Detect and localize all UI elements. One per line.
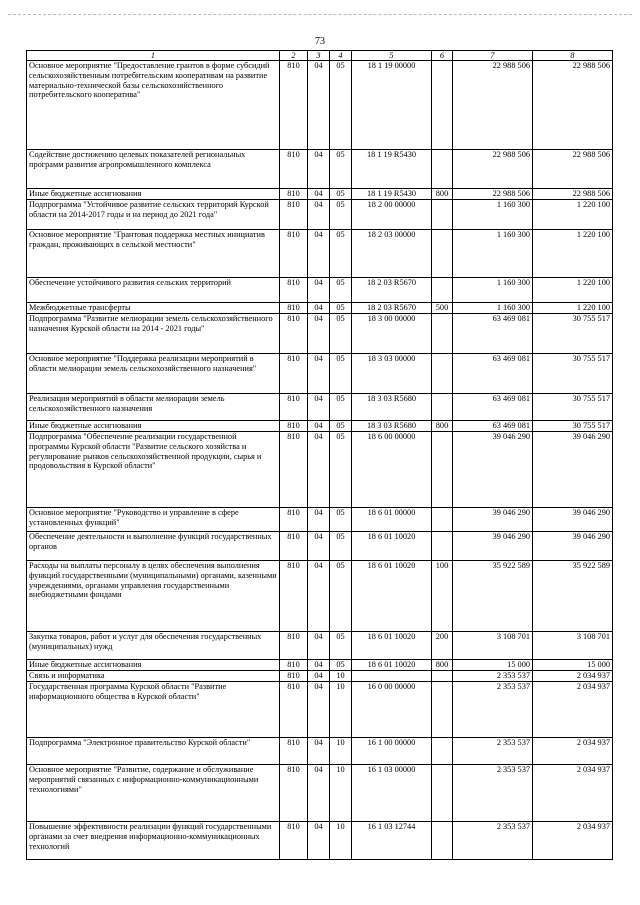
cell-amount-year1: 2 353 537: [453, 671, 533, 682]
cell-expense-type: [432, 150, 453, 189]
cell-section: 04: [308, 822, 330, 860]
cell-section: 04: [308, 738, 330, 765]
cell-expense-type: [432, 278, 453, 303]
page-number: 73: [315, 36, 325, 47]
cell-amount-year2: 30 755 517: [533, 394, 613, 421]
cell-amount-year2: 2 034 937: [533, 682, 613, 738]
cell-code: 810: [280, 822, 308, 860]
cell-subsection: 10: [330, 671, 352, 682]
table-row: [27, 671, 613, 682]
cell-target-article: [352, 671, 432, 682]
cell-code: 810: [280, 314, 308, 354]
table-row: [27, 682, 613, 738]
cell-expense-type: [432, 822, 453, 860]
cell-amount-year2: 39 046 290: [533, 508, 613, 532]
cell-amount-year1: 3 108 701: [453, 632, 533, 660]
cell-section: 04: [308, 303, 330, 314]
row-name: Основное мероприятие "Предоставление грантов в форме субсидий сельскохозяйственным потребительским кооперативам на развитие материально-технической базы сельскохозяйственного потребительского кооператива": [27, 61, 280, 150]
scan-top-edge: [8, 14, 632, 15]
row-name: Реализация мероприятий в области мелиорации земель сельскохозяйственного назначения: [27, 394, 280, 421]
cell-amount-year1: 22 988 506: [453, 150, 533, 189]
cell-amount-year1: 22 988 506: [453, 61, 533, 150]
table-row: [27, 303, 613, 314]
cell-amount-year1: 22 988 506: [453, 189, 533, 200]
cell-subsection: 05: [330, 200, 352, 230]
cell-target-article: 16 1 03 00000: [352, 765, 432, 822]
table-row: [27, 660, 613, 671]
cell-section: 04: [308, 150, 330, 189]
table-row: [27, 432, 613, 508]
table-row: [27, 532, 613, 561]
col-header: 3: [308, 51, 330, 61]
cell-amount-year1: 63 469 081: [453, 354, 533, 394]
cell-amount-year2: 30 755 517: [533, 421, 613, 432]
row-name: Основное мероприятие "Грантовая поддержка местных инициатив граждан, проживающих в сельской местности": [27, 230, 280, 278]
cell-target-article: 18 2 00 00000: [352, 200, 432, 230]
cell-target-article: 18 1 19 R5430: [352, 150, 432, 189]
cell-amount-year2: 35 922 589: [533, 561, 613, 632]
cell-amount-year1: 1 160 300: [453, 278, 533, 303]
table-row: [27, 278, 613, 303]
table-row: [27, 61, 613, 150]
cell-section: 04: [308, 200, 330, 230]
table-row: [27, 314, 613, 354]
row-name: Подпрограмма "Устойчивое развитие сельских территорий Курской области на 2014-2017 годы и на период до 2021 года": [27, 200, 280, 230]
cell-section: 04: [308, 682, 330, 738]
cell-expense-type: [432, 394, 453, 421]
cell-subsection: 10: [330, 822, 352, 860]
cell-section: 04: [308, 508, 330, 532]
cell-code: 810: [280, 660, 308, 671]
cell-target-article: 16 1 00 00000: [352, 738, 432, 765]
cell-expense-type: [432, 200, 453, 230]
cell-code: 810: [280, 200, 308, 230]
cell-amount-year2: 22 988 506: [533, 150, 613, 189]
row-name: Расходы на выплаты персоналу в целях обеспечения выполнения функций государственными (муниципальными) органами, казенными учреждениями, органами управления государственными внебюджетными фондами: [27, 561, 280, 632]
col-header: 1: [27, 51, 280, 61]
cell-code: 810: [280, 189, 308, 200]
cell-expense-type: [432, 314, 453, 354]
cell-code: 810: [280, 354, 308, 394]
cell-subsection: 05: [330, 421, 352, 432]
cell-expense-type: [432, 532, 453, 561]
cell-subsection: 05: [330, 394, 352, 421]
cell-amount-year1: 39 046 290: [453, 532, 533, 561]
cell-section: 04: [308, 230, 330, 278]
row-name: Повышение эффективности реализации функций государственными органами за счет внедрения информационно-коммуникационных технологий: [27, 822, 280, 860]
cell-target-article: 18 3 03 R5680: [352, 421, 432, 432]
cell-subsection: 05: [330, 432, 352, 508]
table-row: [27, 230, 613, 278]
cell-section: 04: [308, 632, 330, 660]
cell-expense-type: [432, 671, 453, 682]
table-row: [27, 354, 613, 394]
cell-section: 04: [308, 765, 330, 822]
cell-amount-year2: 1 220 100: [533, 278, 613, 303]
cell-code: 810: [280, 421, 308, 432]
row-name: Межбюджетные трансферты: [27, 303, 280, 314]
col-header: 6: [432, 51, 453, 61]
cell-amount-year1: 1 160 300: [453, 200, 533, 230]
col-header: 2: [280, 51, 308, 61]
cell-target-article: 18 3 03 00000: [352, 354, 432, 394]
table-header-row: [27, 51, 613, 61]
cell-amount-year2: 39 046 290: [533, 532, 613, 561]
cell-target-article: 16 1 03 12744: [352, 822, 432, 860]
cell-subsection: 10: [330, 738, 352, 765]
cell-code: 810: [280, 671, 308, 682]
cell-section: 04: [308, 671, 330, 682]
cell-target-article: 18 6 01 00000: [352, 508, 432, 532]
cell-expense-type: 800: [432, 660, 453, 671]
cell-target-article: 18 6 01 10020: [352, 660, 432, 671]
cell-code: 810: [280, 303, 308, 314]
cell-code: 810: [280, 230, 308, 278]
row-name: Основное мероприятие "Поддержка реализации мероприятий в области мелиорации земель сельскохозяйственного назначения": [27, 354, 280, 394]
cell-subsection: 05: [330, 354, 352, 394]
cell-section: 04: [308, 561, 330, 632]
table-row: [27, 394, 613, 421]
cell-target-article: 18 1 19 00000: [352, 61, 432, 150]
row-name: Подпрограмма "Электронное правительство Курской области": [27, 738, 280, 765]
cell-amount-year1: 63 469 081: [453, 314, 533, 354]
table-row: [27, 200, 613, 230]
cell-target-article: 18 2 03 R5670: [352, 278, 432, 303]
cell-amount-year1: 1 160 300: [453, 230, 533, 278]
cell-target-article: 18 2 03 R5670: [352, 303, 432, 314]
cell-subsection: 05: [330, 230, 352, 278]
cell-expense-type: 800: [432, 189, 453, 200]
cell-expense-type: [432, 61, 453, 150]
cell-amount-year2: 2 034 937: [533, 822, 613, 860]
cell-amount-year2: 1 220 100: [533, 303, 613, 314]
cell-code: 810: [280, 150, 308, 189]
cell-section: 04: [308, 354, 330, 394]
cell-amount-year1: 63 469 081: [453, 421, 533, 432]
cell-target-article: 18 6 01 10020: [352, 561, 432, 632]
cell-expense-type: [432, 432, 453, 508]
cell-subsection: 05: [330, 278, 352, 303]
row-name: Иные бюджетные ассигнования: [27, 660, 280, 671]
cell-target-article: 18 3 00 00000: [352, 314, 432, 354]
table-row: [27, 632, 613, 660]
cell-expense-type: [432, 354, 453, 394]
cell-code: 810: [280, 765, 308, 822]
cell-section: 04: [308, 61, 330, 150]
cell-amount-year2: 2 034 937: [533, 738, 613, 765]
cell-expense-type: 800: [432, 421, 453, 432]
cell-target-article: 18 6 01 10020: [352, 532, 432, 561]
cell-target-article: 18 2 03 00000: [352, 230, 432, 278]
cell-target-article: 18 6 00 00000: [352, 432, 432, 508]
cell-amount-year2: 30 755 517: [533, 314, 613, 354]
cell-amount-year2: 1 220 100: [533, 230, 613, 278]
table-row: [27, 765, 613, 822]
cell-code: 810: [280, 508, 308, 532]
cell-code: 810: [280, 61, 308, 150]
cell-amount-year2: 30 755 517: [533, 354, 613, 394]
row-name: Закупка товаров, работ и услуг для обеспечения государственных (муниципальных) нужд: [27, 632, 280, 660]
cell-amount-year2: 22 988 506: [533, 61, 613, 150]
budget-table: [26, 50, 613, 860]
col-header: 8: [533, 51, 613, 61]
cell-section: 04: [308, 394, 330, 421]
row-name: Иные бюджетные ассигнования: [27, 421, 280, 432]
cell-subsection: 05: [330, 61, 352, 150]
cell-expense-type: [432, 682, 453, 738]
cell-subsection: 05: [330, 632, 352, 660]
row-name: Содействие достижению целевых показателей региональных программ развития агропромышленного комплекса: [27, 150, 280, 189]
cell-amount-year1: 39 046 290: [453, 508, 533, 532]
cell-subsection: 10: [330, 765, 352, 822]
cell-target-article: 18 6 01 10020: [352, 632, 432, 660]
cell-section: 04: [308, 432, 330, 508]
cell-amount-year2: 2 034 937: [533, 765, 613, 822]
cell-expense-type: [432, 765, 453, 822]
cell-amount-year1: 63 469 081: [453, 394, 533, 421]
cell-expense-type: 100: [432, 561, 453, 632]
cell-code: 810: [280, 561, 308, 632]
cell-amount-year1: 35 922 589: [453, 561, 533, 632]
table-row: [27, 150, 613, 189]
cell-section: 04: [308, 421, 330, 432]
row-name: Подпрограмма "Обеспечение реализации государственной программы Курской области "Развитие сельского хозяйства и регулирование рынков сельскохозяйственной продукции, сырья и продовольствия в Курской области": [27, 432, 280, 508]
cell-amount-year2: 15 000: [533, 660, 613, 671]
cell-subsection: 05: [330, 189, 352, 200]
cell-amount-year1: 2 353 537: [453, 822, 533, 860]
cell-expense-type: 200: [432, 632, 453, 660]
cell-section: 04: [308, 660, 330, 671]
cell-code: 810: [280, 532, 308, 561]
row-name: Обеспечение деятельности и выполнение функций государственных органов: [27, 532, 280, 561]
cell-target-article: 16 0 00 00000: [352, 682, 432, 738]
cell-code: 810: [280, 632, 308, 660]
cell-amount-year2: 3 108 701: [533, 632, 613, 660]
cell-subsection: 05: [330, 314, 352, 354]
cell-section: 04: [308, 189, 330, 200]
col-header: 7: [453, 51, 533, 61]
table-row: [27, 822, 613, 860]
row-name: Основное мероприятие "Развитие, содержание и обслуживание мероприятий связанных с информационно-коммуникационными технологиями": [27, 765, 280, 822]
cell-amount-year2: 39 046 290: [533, 432, 613, 508]
cell-amount-year2: 1 220 100: [533, 200, 613, 230]
cell-subsection: 10: [330, 682, 352, 738]
cell-code: 810: [280, 432, 308, 508]
cell-code: 810: [280, 394, 308, 421]
cell-expense-type: 500: [432, 303, 453, 314]
row-name: Основное мероприятие "Руководство и управление в сфере установленных функций": [27, 508, 280, 532]
row-name: Обеспечение устойчивого развития сельских территорий: [27, 278, 280, 303]
cell-subsection: 05: [330, 508, 352, 532]
cell-subsection: 05: [330, 532, 352, 561]
table-row: [27, 508, 613, 532]
table-row: [27, 421, 613, 432]
cell-section: 04: [308, 314, 330, 354]
table-row: [27, 189, 613, 200]
row-name: Иные бюджетные ассигнования: [27, 189, 280, 200]
cell-subsection: 05: [330, 561, 352, 632]
col-header: 5: [352, 51, 432, 61]
cell-section: 04: [308, 532, 330, 561]
cell-target-article: 18 1 19 R5430: [352, 189, 432, 200]
row-name: Связь и информатика: [27, 671, 280, 682]
table-row: [27, 561, 613, 632]
cell-amount-year1: 2 353 537: [453, 765, 533, 822]
cell-subsection: 05: [330, 660, 352, 671]
cell-amount-year1: 1 160 300: [453, 303, 533, 314]
cell-amount-year2: 22 988 506: [533, 189, 613, 200]
cell-target-article: 18 3 03 R5680: [352, 394, 432, 421]
cell-code: 810: [280, 682, 308, 738]
cell-amount-year1: 2 353 537: [453, 738, 533, 765]
cell-code: 810: [280, 738, 308, 765]
cell-amount-year2: 2 034 937: [533, 671, 613, 682]
row-name: Государственная программа Курской области "Развитие информационного общества в Курской области": [27, 682, 280, 738]
cell-expense-type: [432, 508, 453, 532]
table-row: [27, 738, 613, 765]
cell-amount-year1: 2 353 537: [453, 682, 533, 738]
cell-amount-year1: 15 000: [453, 660, 533, 671]
col-header: 4: [330, 51, 352, 61]
row-name: Подпрограмма "Развитие мелиорации земель сельскохозяйственного назначения Курской области на 2014 - 2021 годы": [27, 314, 280, 354]
cell-section: 04: [308, 278, 330, 303]
cell-code: 810: [280, 278, 308, 303]
cell-subsection: 05: [330, 303, 352, 314]
cell-expense-type: [432, 230, 453, 278]
cell-subsection: 05: [330, 150, 352, 189]
cell-amount-year1: 39 046 290: [453, 432, 533, 508]
cell-expense-type: [432, 738, 453, 765]
